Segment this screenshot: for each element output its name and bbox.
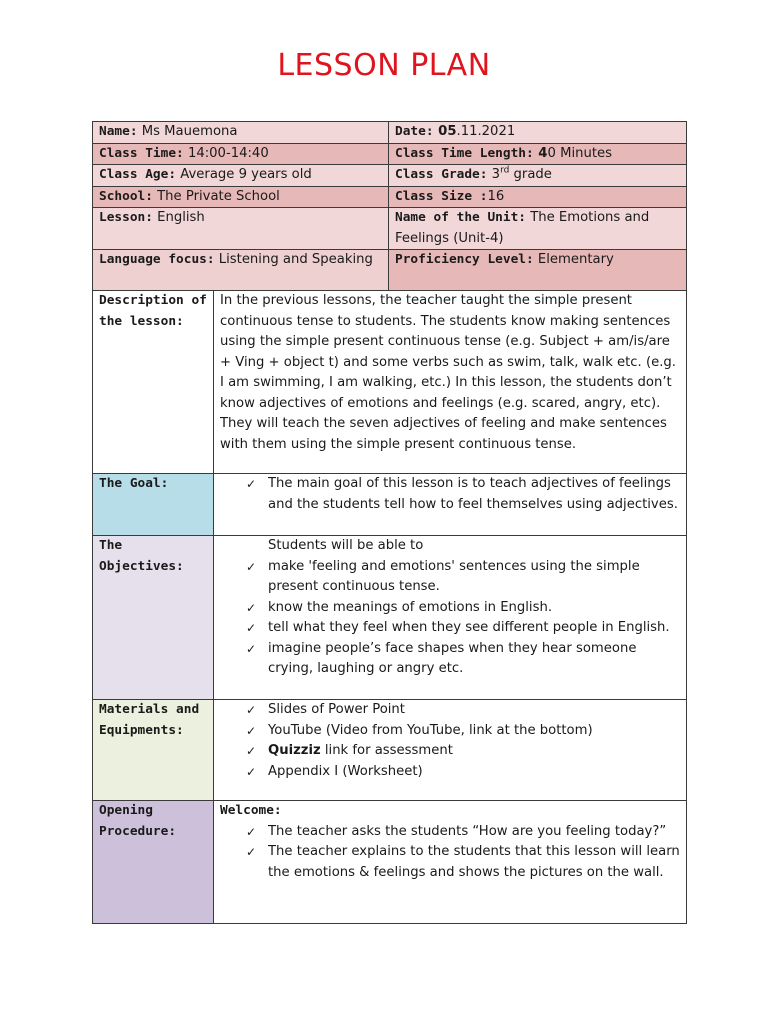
language-focus-label: Language focus: [99,252,215,267]
class-grade-label: Class Grade: [395,167,488,182]
class-time-value: 14:00-14:40 [183,145,269,161]
goal-list [220,474,680,515]
objectives-list [220,557,680,680]
class-grade-cell [389,165,687,187]
lesson-label: Lesson: [99,210,153,225]
school-cell [93,186,389,208]
class-time-cell [93,143,389,165]
class-size-cell [389,186,687,208]
goal-cell [214,474,687,536]
lesson-value: English [152,210,205,225]
class-grade-value: 3 [487,167,501,182]
class-time-label: Class Time: [99,145,184,161]
goal-label: The Goal: [93,474,214,536]
row-school [93,186,687,208]
class-grade-value2: grade [509,167,552,182]
class-age-value: Average 9 years old [176,167,312,182]
name-value: Ms Mauemona [137,124,238,139]
objective-item: ✓ make 'feeling and emotions' sentences using the simple present continuous tense. [268,557,680,598]
quizziz-bold: Quizziz [268,743,321,758]
objective-item: ✓ tell what they feel when they see different people in English. [268,618,680,639]
opening-item: ✓ The teacher asks the students “How are you feeling today?” [268,822,680,843]
lesson-plan-table [92,121,687,924]
opening-label: Opening Procedure: [93,801,214,924]
class-age-cell [93,165,389,187]
class-time-length-cell [389,143,687,165]
materials-cell [214,700,687,801]
page-title: LESSON PLAN [277,48,491,83]
unit-value: The Emotions and Feelings (Unit-4) [395,210,650,246]
lesson-cell [93,208,389,250]
unit-label: Name of the Unit: [395,210,526,225]
date-value-day: 05 [433,124,457,139]
class-time-length-value: 0 Minutes [547,145,612,161]
row-opening [93,801,687,924]
class-time-length-bold: 4 [533,145,548,161]
row-class-time [93,143,687,165]
objectives-label: The Objectives: [93,536,214,700]
opening-cell [214,801,687,924]
row-name-date [93,122,687,144]
class-grade-sup: rd [500,165,510,176]
language-focus-cell [93,250,389,291]
material-item: ✓ YouTube (Video from YouTube, link at the bottom) [268,721,680,742]
class-age-label: Class Age: [99,167,177,182]
unit-cell [389,208,687,250]
proficiency-label: Proficiency Level: [395,252,534,267]
date-value-rest: .11.2021 [456,124,516,139]
description-label: Description of the lesson: [93,291,214,474]
materials-label: Materials and Equipments: [93,700,214,801]
row-goal [93,474,687,536]
row-materials [93,700,687,801]
objective-item: ✓ imagine people’s face shapes when they hear someone crying, laughing or angry etc. [268,639,680,680]
proficiency-cell [389,250,687,291]
name-label: Name: [99,124,138,139]
row-class-age [93,165,687,187]
proficiency-value: Elementary [533,252,614,267]
row-language-focus [93,250,687,291]
material-item: ✓ Slides of Power Point [268,700,680,721]
objectives-intro: Students will be able to [268,538,424,553]
material-item-quizziz [268,741,680,762]
class-time-length-label: Class Time Length: [395,145,534,161]
material-item: ✓ Appendix I (Worksheet) [268,762,680,783]
row-objectives [93,536,687,700]
row-description [93,291,687,474]
opening-list [220,822,680,884]
school-value: The Private School [152,188,280,204]
class-size-label: Class Size : [395,188,488,204]
quizziz-rest: link for assessment [320,743,453,758]
language-focus-value: Listening and Speaking [214,252,373,267]
school-label: School: [99,188,153,204]
objectives-cell [214,536,687,700]
description-text: In the previous lessons, the teacher taught the simple present continuous tense to students. The students know making sentences using the simple present continuous tense (e.g. Subject + am/is/are + Ving + object t) and some verbs such as swim, talk, walk etc. (e.g. I am swimming, I am walking, etc.) In this lesson, the students don’t know adjectives of emotions and feelings (e.g. scared, angry, etc). They will teach the seven adjectives of feeling and make sentences with them using the simple present continuous tense. [214,291,687,474]
objective-item: ✓ know the meanings of emotions in English. [268,598,680,619]
class-size-value: 16 [487,188,505,204]
materials-list [220,700,680,782]
opening-heading: Welcome: [220,803,282,818]
date-label: Date: [395,124,434,139]
name-cell [93,122,389,144]
goal-item: ✓ The main goal of this lesson is to teach adjectives of feelings and the students tell how to feel themselves using adjectives. [268,474,680,515]
row-lesson [93,208,687,250]
opening-item: ✓ The teacher explains to the students that this lesson will learn the emotions & feelings and shows the pictures on the wall. [268,842,680,883]
date-cell [389,122,687,144]
